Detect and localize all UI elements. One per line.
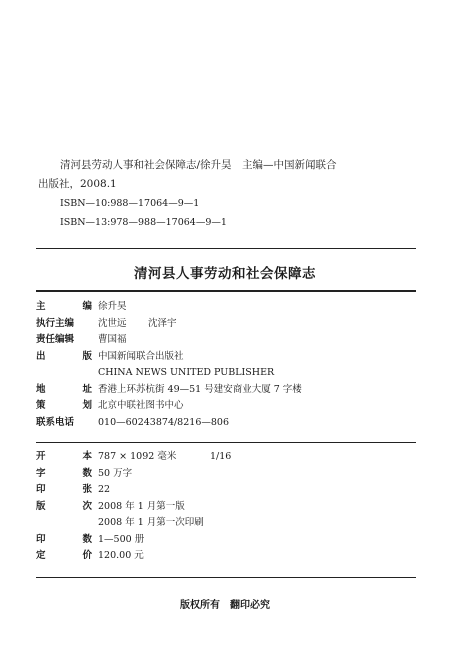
sheets-label: 印 张 — [36, 484, 92, 495]
address-label: 地 址 — [36, 383, 92, 395]
divider-bottom — [36, 577, 416, 578]
divider-title-bottom — [36, 290, 416, 292]
price-label: 定 价 — [36, 550, 92, 561]
resp-editor-value: 曹国福 — [98, 334, 127, 345]
copies-value: 1—500 册 — [98, 533, 145, 545]
spec-row-sheets — [36, 482, 416, 499]
credit-row-publisher-en — [36, 365, 416, 382]
editor-value: 徐升昊 — [98, 301, 127, 312]
resp-editor-label: 责任编辑 — [36, 334, 75, 345]
format-label: 开 本 — [36, 451, 92, 462]
divider-middle — [36, 442, 416, 443]
printing-value: 2008 年 1 月第一次印刷 — [98, 517, 204, 528]
credit-row-phone — [36, 415, 416, 432]
cip-line-2: 出版社，2008.1 — [38, 178, 117, 190]
exec-editor-2: 沈泽宇 — [148, 317, 177, 329]
spec-row-words — [36, 466, 416, 483]
cip-line-1: 清河县劳动人事和社会保障志/徐升昊 主编—中国新闻联合 — [60, 159, 337, 171]
phone-value: 010—60243874/8216—806 — [98, 416, 229, 428]
book-title: 清河县人事劳动和社会保障志 — [134, 266, 316, 282]
credits-block — [36, 299, 416, 431]
sheets-value: 22 — [98, 484, 111, 495]
isbn-13: ISBN—13:978—988—17064—9—1 — [60, 217, 227, 228]
cip-block — [38, 156, 418, 232]
words-label: 字 数 — [36, 467, 92, 479]
exec-editor-1: 沈世远 — [98, 317, 127, 329]
copies-label: 印 数 — [36, 533, 92, 545]
divider-top — [36, 248, 416, 249]
publisher-cn: 中国新闻联合出版社 — [98, 350, 184, 362]
copyright-notice: 版权所有 翻印必究 — [180, 600, 270, 611]
words-value: 50 万字 — [98, 467, 133, 479]
credit-row-resp-editor — [36, 332, 416, 349]
edition-label: 版 次 — [36, 500, 92, 512]
credit-row-address — [36, 382, 416, 399]
publisher-label: 出 版 — [36, 350, 92, 362]
planner-label: 策 划 — [36, 400, 92, 411]
credit-row-editor — [36, 299, 416, 316]
spec-row-format — [36, 449, 416, 466]
exec-editor-label: 执行主编 — [36, 317, 75, 329]
format-value: 787 × 1092 毫米 — [98, 451, 177, 462]
credit-row-exec-editor — [36, 316, 416, 333]
planner-value: 北京中联社图书中心 — [98, 400, 184, 411]
publisher-en: CHINA NEWS UNITED PUBLISHER — [98, 367, 275, 378]
spec-row-edition — [36, 499, 416, 516]
price-value: 120.00 元 — [98, 550, 144, 561]
edition-value: 2008 年 1 月第一版 — [98, 500, 185, 512]
specs-block — [36, 449, 416, 565]
address-value: 香港上环苏杭街 49—51 号建安商业大厦 7 字楼 — [98, 383, 302, 395]
format-part: 1/16 — [210, 451, 232, 462]
credit-row-planner — [36, 398, 416, 415]
credit-row-publisher — [36, 349, 416, 366]
spec-row-printing — [36, 515, 416, 532]
phone-label: 联系电话 — [36, 416, 75, 428]
editor-label: 主 编 — [36, 301, 92, 312]
spec-row-copies — [36, 532, 416, 549]
spec-row-price — [36, 548, 416, 565]
isbn-10: ISBN—10:988—17064—9—1 — [60, 198, 200, 209]
